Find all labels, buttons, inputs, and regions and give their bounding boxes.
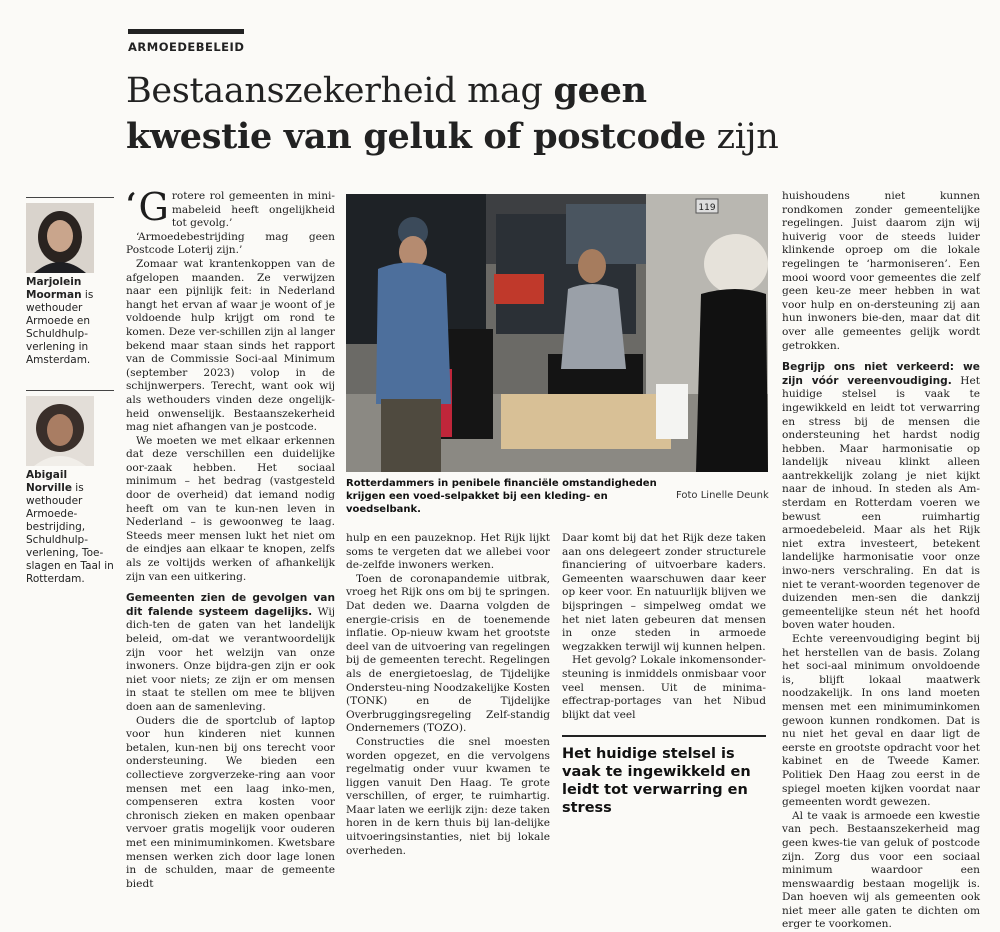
col3-p1: Daar komt bij dat het Rijk deze taken aan ons delegeert zonder structurele financiering of uitvoerbare kaders. Gemeenten waarschuwen daar keer op keer voor. En natuurlijk blijven we bijspringen – simpelweg omdat we het niet laten gebeuren dat mensen in onze steden in armoede wegzakken terwijl wij kunnen helpen. [562,532,766,653]
article-column-3 [562,532,766,722]
col4-p1: huishoudens niet kunnen rondkomen zonder gemeentelijke regelingen. Juist daarom zijn wij huiverig voor de steeds luider klinkende oproep om die lokale regelingen te ‘harmoniseren’. Een mooi woord voor gemeentes die zelf geen keu-ze meer hebben in wat voor hulp en on-dersteuning zij aan hun inwoners bie-den, maar dat dit over alle gemeentes gelijk wordt getrokken. [782,190,980,352]
col1-p5: Wij dich-ten de gaten van het landelijk beleid, om-dat we verantwoordelijk zijn voor het welzijn van onze inwoners. Onze bijdra-gen zijn er ook niet voor niets; ze zijn er om mensen in staat te stellen om mee te blijven doen aan de samenleving. [126,605,335,713]
author-name-moorman: Marjolein Moorman [26,276,82,301]
author-bio-norville [26,469,114,586]
col1-subhead: Gemeenten zien de gevolgen van dit falende systeem dagelijks. [126,592,335,618]
col1-p3: Zomaar wat krantenkoppen van de afgelopen maanden. Ze verwijzen naar een pijnlijk feit: in Nederland hangt het ervan af waar je woont of je voldoende hulp krijgt om rond te komen. Deze ver-schillen zijn al langer bekend maar staan sinds het rapport van de Commissie Soci-aal Minimum (september 2023) volop in de schijnwerpers. Terecht, want ook wij als wethouders vinden deze ongelijk-heid onwenselijk. Bestaanszekerheid mag niet afhangen van je postcode. [126,257,335,434]
section-kicker: ARMOEDEBELEID [128,40,245,54]
col2-p1: hulp en een pauzeknop. Het Rijk lijkt soms te vergeten dat we allebei voor de-zelfde inwoners werken. [346,532,550,572]
col4-p2: Het huidige stelsel is vaak te ingewikkeld en leidt tot verwarring en stress bij de mensen die ondersteuning het hardst nodig hebben. Maar harmonisatie op landelijk niveau klinkt alleen aantrekkelijk zolang je niet kijkt naar de inhoud. In steden als Am-sterdam en Rotterdam voeren we bewust een ruimhartig armoedebeleid. Maar als het Rijk niet extra investeert, betekent landelijke harmonisatie voor onze inwo-ners verschraling. En dat is niet te verant-woorden tegenover de duizenden men-sen die dankzij gemeentelijke steun nét het hoofd boven water houden. [782,374,980,632]
author-role-moorman: is wethouder Armoede en Schuldhulp-verlening in Amsterdam. [26,289,94,366]
photo-caption-text: Rotterdammers in penibele financiële omstandigheden krijgen een voed-selpakket bij een kleding- en voedselbank. [346,478,657,515]
kicker-bar [128,29,244,34]
headline [126,68,986,160]
headline-bold1: geen [553,70,647,111]
col1-p2: ‘Armoedebestrijding mag geen Postcode Loterij zijn.’ [126,230,335,257]
headline-bold2: kwestie van geluk of postcode [126,116,706,157]
pullquote-rule [562,735,766,737]
col4-p4: Al te vaak is armoede een kwestie van pech. Bestaanszekerheid mag geen kwes-tie van geluk of postcode zijn. Zorg dus voor een sociaal minimum waardoor een menswaardig bestaan mogelijk is. Dan hoeven wij als gemeenten ook niet meer alle gaten te dichten om erger te voorkomen. [782,809,980,931]
article-column-1 [126,185,335,891]
door-number: 119 [698,203,716,213]
article-photo [346,194,768,472]
author-photo-moorman [26,203,94,273]
article-column-4 [782,190,980,932]
drop-quote-mark: ‘ [126,187,137,222]
pullquote: Het huidige stelsel is vaak te ingewikkeld en leidt tot verwarring en stress [562,746,751,816]
col1-intro [126,185,335,231]
author-role-norville: is wethouder Armoede-bestrijding, Schuldhulp-verlening, Toe-slagen en Taal in Rotterdam. [26,482,114,585]
col2-p3: Constructies die snel moesten worden opgezet, en die vervolgens regelmatig onder vuur kwamen te liggen vanuit Den Haag. Te grote verschillen, of erger, te ruimhartig. Maar laten we eerlijk zijn: deze taken horen in de kern thuis bij lan-delijke uitvoeringsinstanties, niet bij lokale overheden. [346,735,550,857]
photo-caption [346,477,676,516]
headline-part2: zijn [705,117,779,157]
author-name-norville: Abigail Norville [26,469,72,494]
col2-p2: Toen de coronapandemie uitbrak, vroeg het Rijk ons om bij te springen. Dat deden we. Daarna volgden de energie-crisis en de toenemende inflatie. Op-nieuw kwam het grootste deel van de uitvoering van regelingen bij de gemeenten terecht. Regelingen als de energietoeslag, de Tijdelijke Ondersteu-ning Noodzakelijke Kosten (TONK) en de Tijdelijke Overbruggingsregeling Zelf-standig Ondernemers (TOZO). [346,572,550,735]
author-rule-2 [26,390,114,391]
col1-p4: We moeten we met elkaar erkennen dat deze verschillen een duidelijke oor-zaak hebben. Het sociaal minimum – het bedrag (vastgesteld door de overheid) dat iemand nodig heeft om van te kun-nen leven in Nederland – is gewoonweg te laag. Steeds meer mensen lukt het niet om de eindjes aan elkaar te knopen, zelfs als ze voltijds werken of afhankelijk zijn van een uitkering. [126,434,335,583]
col4-p3: Echte vereenvoudiging begint bij het herstellen van de basis. Zolang het soci-aal minimum onvoldoende is, blijft lokaal maatwerk noodzakelijk. In ons land moeten mensen met een minimuminkomen gewoon kunnen rondkomen. Dat is nu niet het geval en daar ligt de eerste en grootste opdracht voor het kabinet en de Tweede Kamer. Politiek Den Haag zou eerst in de spiegel moeten kijken voordat naar gemeenten wordt gewezen. [782,633,980,809]
col1-p6: Ouders die de sportclub of laptop voor hun kinderen niet kunnen betalen, kun-nen bij ons terecht voor ondersteuning. We bieden een collectieve zorgverzeke-ring aan voor mensen met een laag inko-men, compenseren extra kosten voor chronisch zieken en maken openbaar vervoer gratis mogelijk voor ouderen met een minimuminkomen. Kwetsbare mensen werken zich door lage lonen in de schulden, maar de gemeente biedt [126,714,335,890]
headline-part1: Bestaanszekerheid mag [126,71,554,111]
col4-subhead-paragraph [782,361,980,633]
photo-credit: Foto Linelle Deunk [676,490,769,501]
col1-subhead-paragraph [126,592,335,714]
col3-p2: Het gevolg? Lokale inkomensonder-steuning is inmiddels onmisbaar voor veel mensen. Uit de minima-effectrap-portages van het Nibud blijkt dat veel [562,654,766,721]
col1-p1: rotere rol gemeenten in mini-mabeleid heeft ongelijkheid tot gevolg.’ [171,190,335,230]
col4-subhead: Begrijp ons niet verkeerd: we zijn vóór vereenvoudiging. [782,361,980,387]
article-column-2 [346,532,550,858]
drop-cap: G [138,185,169,229]
author-rule-1 [26,197,114,198]
author-photo-norville [26,396,94,466]
author-bio-moorman [26,276,114,367]
